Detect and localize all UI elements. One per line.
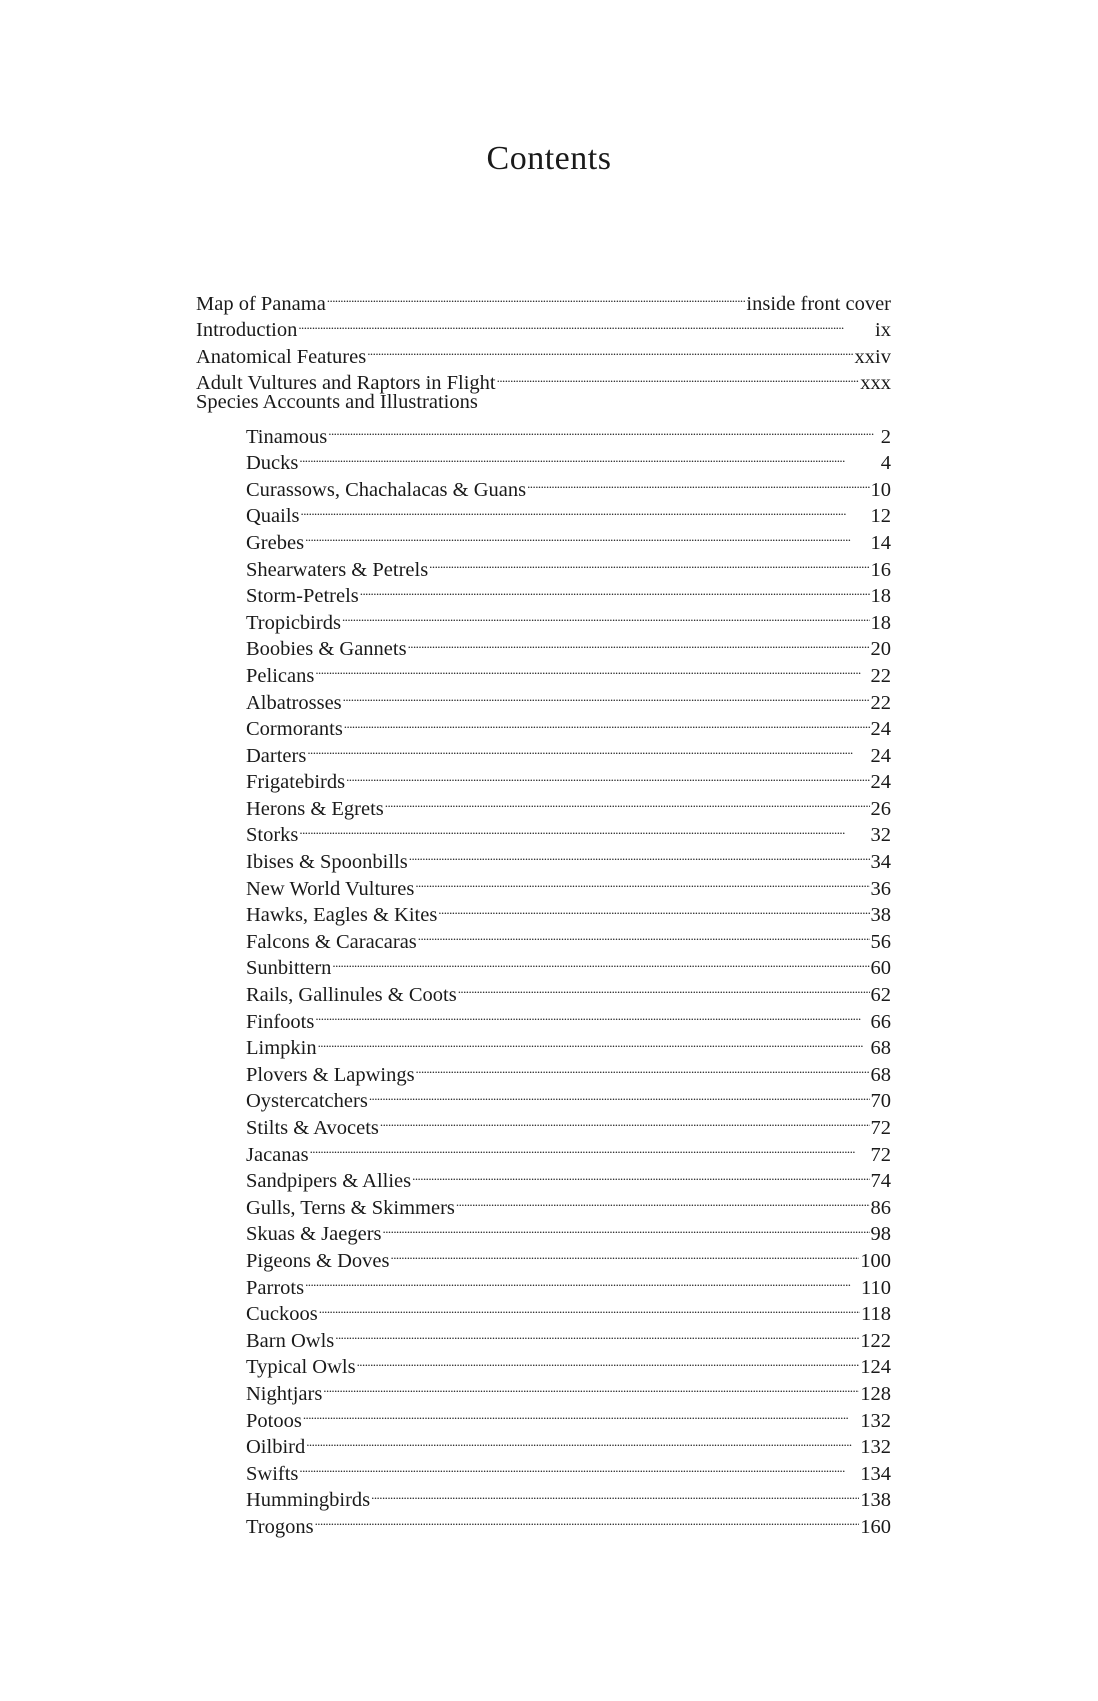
toc-entry-label: Adult Vultures and Raptors in Flight [196, 372, 496, 395]
toc-entry-label: Cormorants [246, 718, 343, 741]
toc-section-species-accounts[interactable] [196, 389, 891, 416]
dot-leader [409, 841, 870, 868]
toc-entry-page: 18 [870, 585, 891, 608]
dot-leader [315, 655, 869, 682]
toc-entry-page: 86 [870, 1196, 891, 1219]
toc-entry-page: 4 [880, 452, 891, 475]
toc-entry-label: Map of Panama [196, 292, 326, 315]
dot-leader [310, 1134, 870, 1161]
dot-leader [343, 682, 870, 709]
toc-entry-label: Limpkin [246, 1037, 317, 1060]
toc-entry-label: Trogons [246, 1515, 314, 1538]
toc-entry-page: 70 [870, 1090, 891, 1113]
dot-leader [328, 416, 879, 443]
dot-leader [323, 1373, 859, 1400]
toc-entry-map-of-panama[interactable] [196, 283, 891, 315]
toc-entry-label: Frigatebirds [246, 771, 346, 794]
toc-entry-page: 138 [860, 1489, 891, 1512]
toc-entry-page: 24 [870, 744, 891, 767]
dot-leader [412, 1161, 869, 1188]
toc-entry-label: Plovers & Lapwings [246, 1063, 415, 1086]
toc-entry-label: Introduction [196, 319, 298, 342]
toc-entry-label: Skuas & Jaegers [246, 1223, 382, 1246]
toc-section-label: Species Accounts and Illustrations [196, 391, 478, 414]
toc-entry-page: 56 [870, 930, 891, 953]
dot-leader [327, 283, 746, 310]
toc-entry[interactable] [196, 496, 891, 528]
toc-entry-label: Tropicbirds [246, 611, 341, 634]
dot-leader [346, 762, 869, 789]
toc-entry-label: Hummingbirds [246, 1489, 371, 1512]
toc-entry[interactable] [196, 841, 891, 874]
toc-entry-label: Pigeons & Doves [246, 1249, 390, 1272]
dot-leader [418, 921, 870, 948]
dot-leader [301, 496, 870, 523]
toc-entry-page: 12 [870, 505, 891, 528]
dot-leader [391, 1240, 860, 1267]
toc-entry-page: 38 [870, 904, 891, 927]
page-title: Contents [486, 140, 612, 177]
dot-leader [315, 1001, 869, 1028]
toc-entry-label: Quails [246, 505, 300, 528]
dot-leader [497, 363, 860, 390]
toc-entry-anatomical-features[interactable] [196, 336, 891, 368]
toc-entry-label: Sandpipers & Allies [246, 1170, 412, 1193]
toc-entry-label: Gulls, Terns & Skimmers [246, 1196, 455, 1219]
toc-entry-page: 62 [870, 984, 891, 1007]
toc-entry-page: 74 [870, 1170, 891, 1193]
toc-entry-label: Ducks [246, 452, 299, 475]
toc-entry-page: 124 [860, 1356, 891, 1379]
toc-entry-page: xxiv [854, 345, 891, 368]
toc-entry-label: Cuckoos [246, 1303, 318, 1326]
dot-leader [299, 443, 879, 470]
dot-leader [318, 1028, 870, 1055]
toc-entry-page: 132 [860, 1409, 891, 1432]
toc-entry-label: Nightjars [246, 1382, 323, 1405]
toc-entry-page: 24 [870, 771, 891, 794]
toc-entry-label: Typical Owls [246, 1356, 356, 1379]
dot-leader [416, 1054, 870, 1081]
table-of-contents [196, 283, 891, 1538]
dot-leader [332, 948, 869, 975]
toc-entry[interactable] [196, 522, 891, 554]
toc-entry-label: Oilbird [246, 1436, 306, 1459]
toc-entry-label: Parrots [246, 1276, 305, 1299]
toc-entry-label: Hawks, Eagles & Kites [246, 904, 438, 927]
toc-entry-page: 72 [870, 1117, 891, 1139]
toc-entry-page: 36 [870, 877, 891, 900]
dot-leader [371, 1480, 859, 1507]
toc-entry-page: 98 [870, 1223, 891, 1246]
toc-entry-page: 10 [870, 478, 891, 501]
toc-entry-page: 32 [870, 824, 891, 847]
dot-leader [305, 522, 869, 549]
toc-entry-label: New World Vultures [246, 877, 415, 900]
toc-entry-label: Storks [246, 824, 299, 847]
dot-leader [367, 336, 853, 363]
toc-entry[interactable] [196, 469, 891, 501]
toc-entry-page: 22 [870, 664, 891, 687]
dot-leader [319, 1294, 860, 1321]
toc-entry-label: Barn Owls [246, 1329, 335, 1352]
toc-entry-label: Grebes [246, 531, 305, 554]
dot-leader [315, 1506, 860, 1533]
toc-entry-label: Rails, Gallinules & Coots [246, 984, 457, 1007]
dot-leader [527, 469, 869, 496]
toc-entry-page: 68 [870, 1063, 891, 1086]
dot-leader [344, 709, 870, 736]
toc-entry-page: 122 [860, 1329, 891, 1352]
toc-entry-page: 134 [860, 1462, 891, 1485]
toc-entry-label: Swifts [246, 1462, 299, 1485]
dot-leader [299, 1453, 859, 1480]
toc-entry[interactable] [196, 1453, 891, 1485]
toc-entry-page: 110 [861, 1276, 891, 1299]
toc-entry-page: 118 [861, 1303, 891, 1326]
dot-leader [306, 1427, 859, 1454]
toc-entry-page: 22 [870, 691, 891, 714]
toc-entry-label: Finfoots [246, 1010, 315, 1033]
toc-entry[interactable] [196, 443, 891, 475]
dot-leader [335, 1320, 859, 1347]
toc-entry-page: 100 [860, 1249, 891, 1272]
dot-leader [305, 1267, 860, 1294]
toc-entry-label: Sunbittern [246, 957, 332, 980]
toc-entry-page: 24 [870, 718, 891, 741]
toc-entry-label: Curassows, Chachalacas & Guans [246, 478, 527, 501]
toc-entry-label: Falcons & Caracaras [246, 930, 417, 953]
dot-leader [369, 1081, 870, 1108]
dot-leader [342, 602, 870, 629]
dot-leader [415, 868, 869, 895]
toc-entry-page: 14 [870, 531, 891, 554]
toc-entry-label: Herons & Egrets [246, 797, 384, 820]
dot-leader [458, 974, 870, 1001]
toc-entry-page: 26 [870, 797, 891, 820]
toc-entry-label: Pelicans [246, 664, 315, 687]
toc-entry-label: Storm-Petrels [246, 585, 359, 608]
dot-leader [408, 629, 870, 656]
toc-entry-label: Darters [246, 744, 307, 767]
dot-leader [456, 1187, 870, 1214]
toc-entry-label: Jacanas [246, 1143, 309, 1166]
toc-entry-page: 18 [870, 611, 891, 634]
toc-entry-page: 132 [860, 1436, 891, 1459]
toc-entry-page: 160 [860, 1515, 891, 1538]
toc-entry-label: Albatrosses [246, 691, 342, 714]
toc-entry-page: 20 [870, 638, 891, 661]
dot-leader [360, 576, 870, 603]
toc-entry[interactable] [196, 416, 891, 448]
toc-entry-page: 60 [870, 957, 891, 980]
toc-entry-page: 128 [860, 1382, 891, 1405]
dot-leader [380, 1107, 870, 1134]
dot-leader [438, 895, 869, 922]
toc-entry-page: 2 [880, 425, 891, 448]
dot-leader [299, 815, 869, 842]
toc-entry-page: 68 [870, 1037, 891, 1060]
dot-leader [429, 549, 869, 576]
dot-leader [303, 1400, 859, 1427]
toc-entry-page: 16 [870, 558, 891, 581]
toc-entry-label: Boobies & Gannets [246, 638, 407, 661]
toc-entry-page: 72 [870, 1143, 891, 1166]
dot-leader [298, 310, 874, 337]
toc-entry-label: Anatomical Features [196, 345, 367, 368]
toc-entry-page: 66 [870, 1010, 891, 1033]
toc-entry[interactable] [196, 815, 891, 847]
toc-entry-label: Oystercatchers [246, 1090, 368, 1113]
toc-entry-label: Shearwaters & Petrels [246, 558, 429, 581]
dot-leader [383, 1214, 870, 1241]
toc-entry-page: 34 [870, 851, 891, 874]
toc-entry-page: ix [875, 319, 891, 342]
toc-entry-label: Ibises & Spoonbills [246, 851, 408, 874]
toc-entry-label: Tinamous [246, 425, 328, 448]
dot-leader [385, 788, 870, 815]
toc-entry-label: Potoos [246, 1409, 302, 1432]
toc-entry-page: xxx [860, 372, 891, 395]
toc-entry-label: Stilts & Avocets [246, 1117, 379, 1139]
dot-leader [307, 735, 869, 762]
toc-entry-introduction[interactable] [196, 310, 891, 342]
toc-entry-page: inside front cover [746, 292, 891, 315]
dot-leader [357, 1347, 860, 1374]
toc-entry[interactable] [196, 1480, 891, 1512]
